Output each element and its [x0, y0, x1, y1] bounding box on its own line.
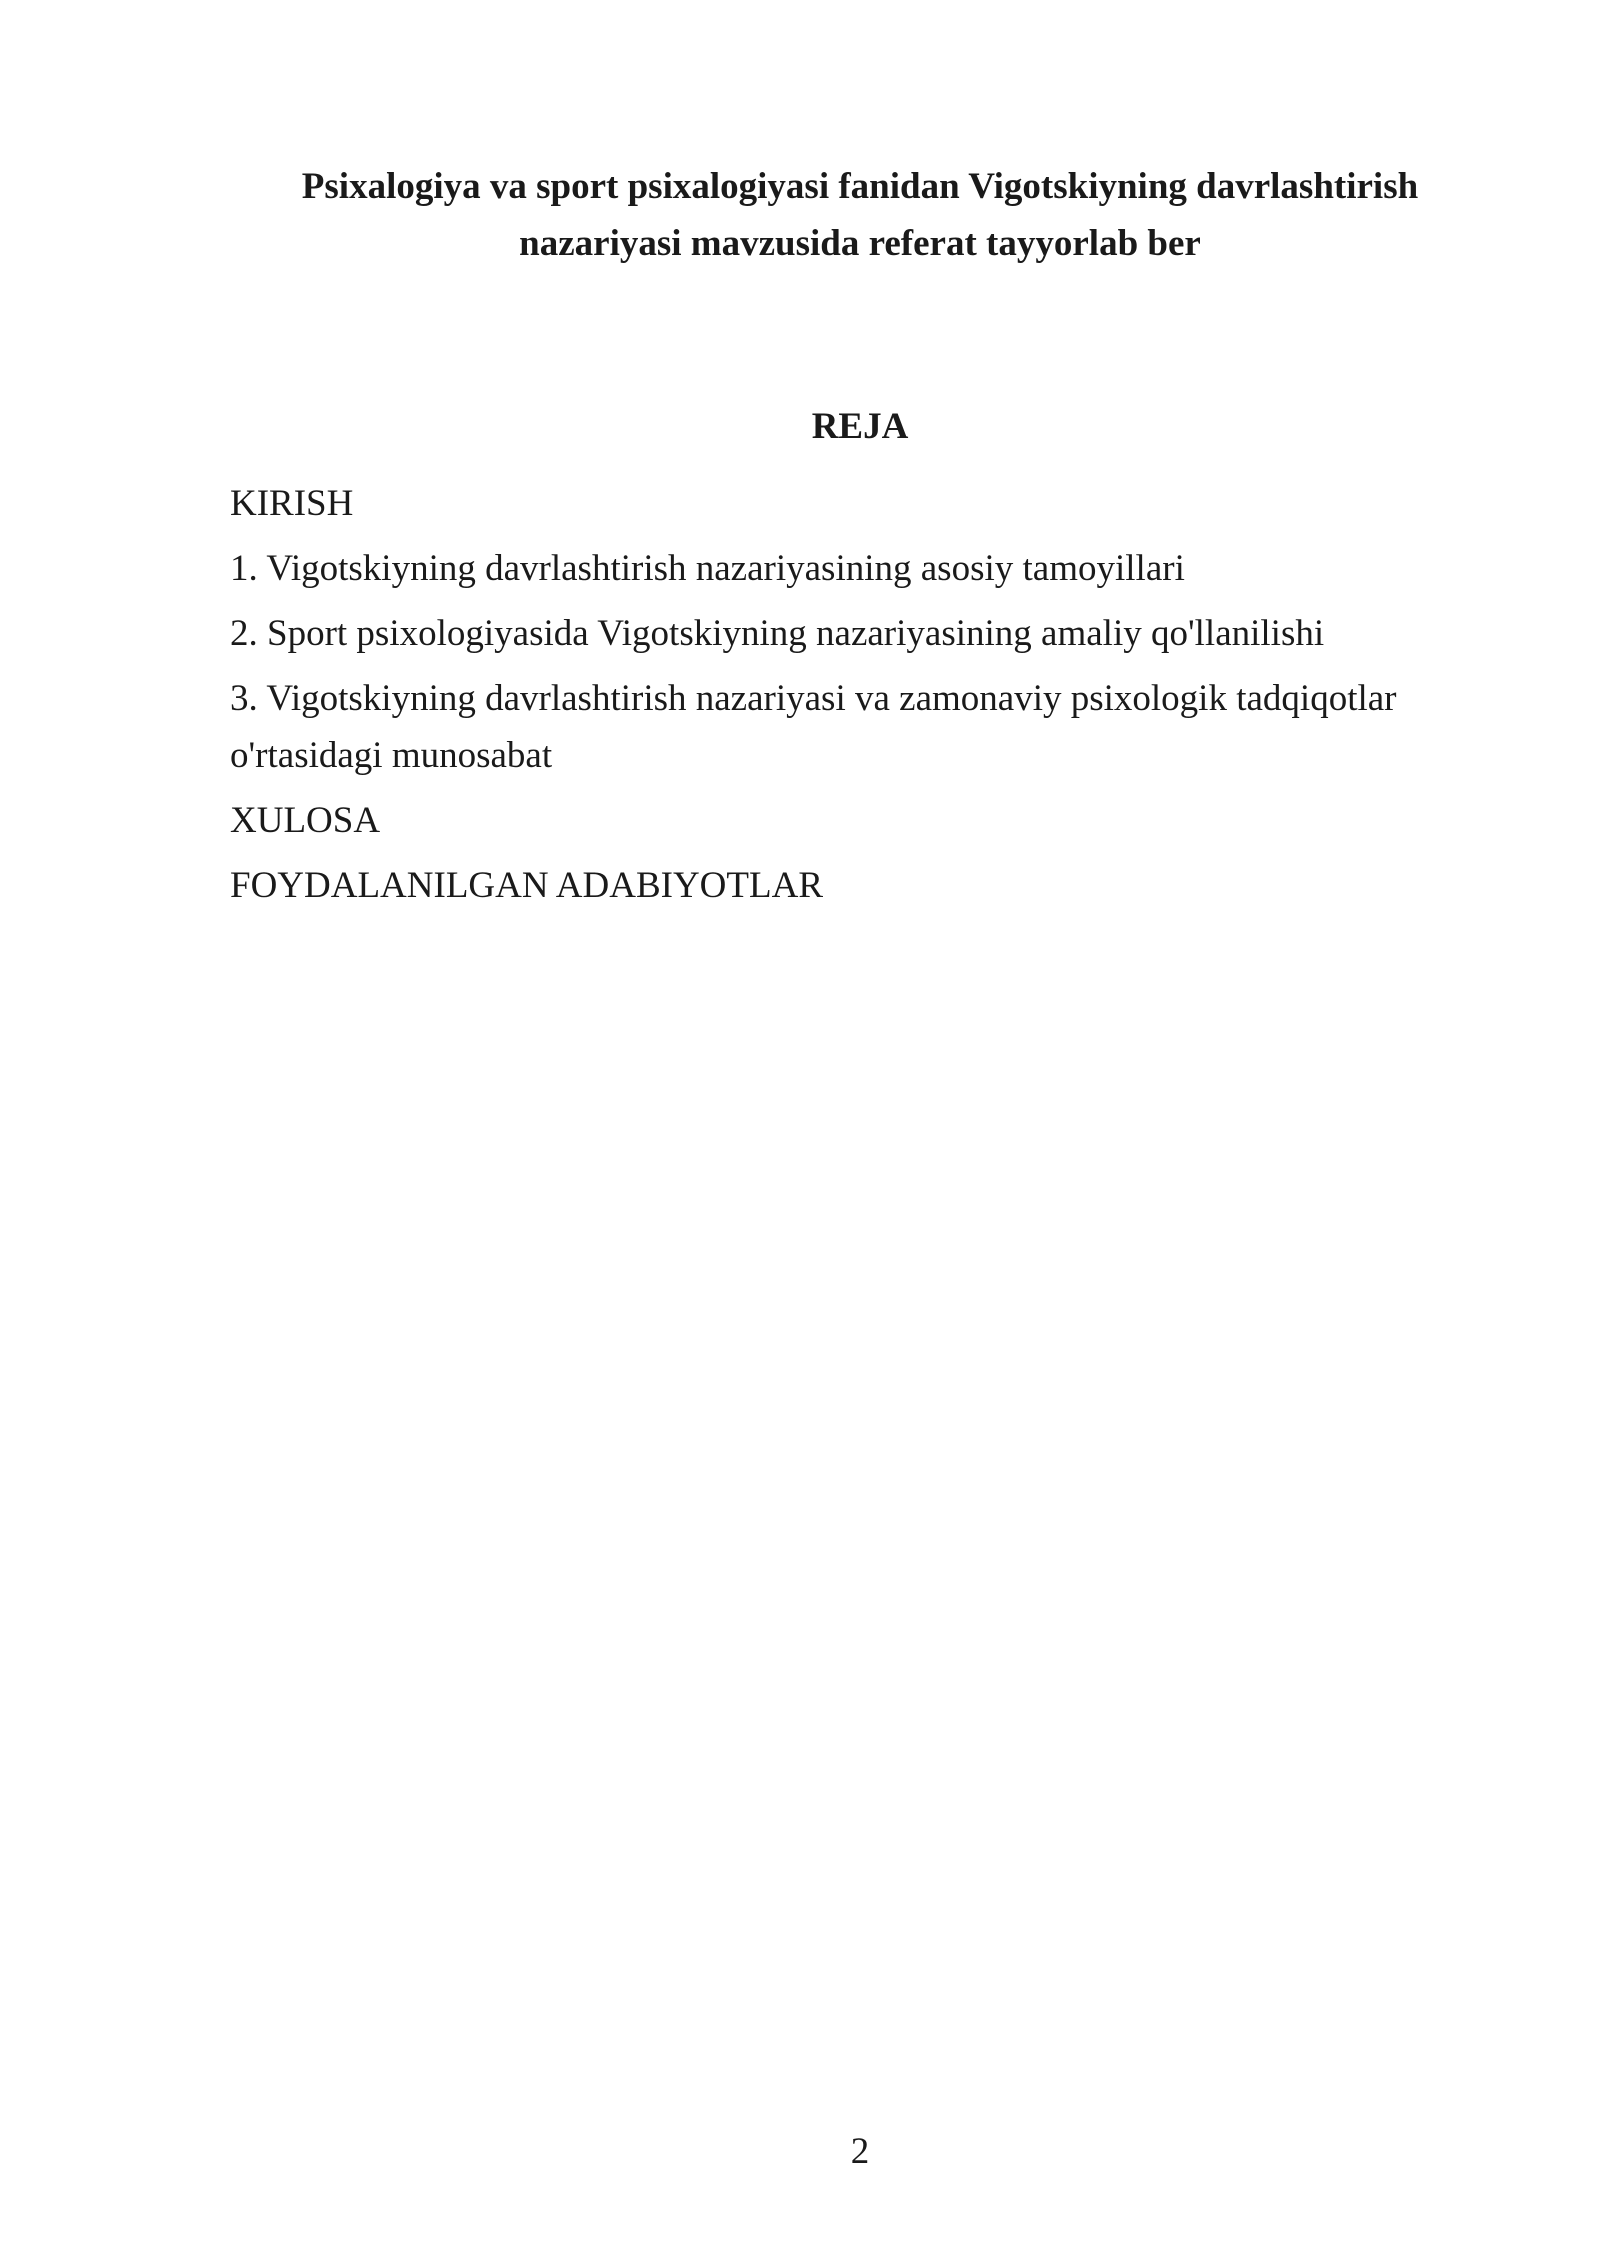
plan-item-references: FOYDALANILGAN ADABIYOTLAR [230, 865, 823, 906]
plan-heading: REJA [811, 406, 909, 447]
plan-item-introduction: KIRISH [230, 483, 354, 524]
plan-item-1: 1. Vigotskiyning davrlashtirish nazariyasining asosiy tamoyillari [230, 548, 1185, 589]
plan-item-2: 2. Sport psixologiyasida Vigotskiyning nazariyasining amaliy qo'llanilishi [230, 613, 1325, 654]
plan-list [230, 475, 1470, 922]
title-line-1: Psixalogiya va sport psixalogiyasi fanidan Vigotskiyning davrlashtirish [301, 166, 1419, 207]
plan-item-conclusion: XULOSA [230, 800, 381, 841]
plan-item-3: 3. Vigotskiyning davrlashtirish nazariyasi va zamonaviy psixologik tadqiqotlar o'rtasidagi munosabat [230, 678, 1397, 776]
page-number: 2 [850, 2131, 870, 2172]
document-title [230, 158, 1490, 272]
title-line-2: nazariyasi mavzusida referat tayyorlab ber [519, 223, 1201, 264]
